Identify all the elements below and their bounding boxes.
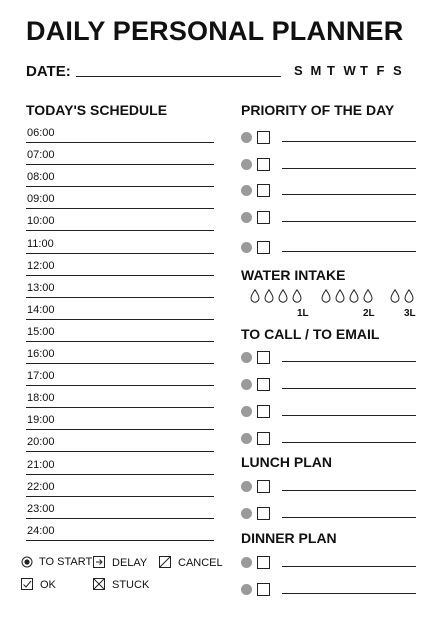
schedule-time: 19:00 bbox=[27, 414, 55, 426]
date-label: DATE: bbox=[26, 63, 71, 80]
priority-write-line[interactable] bbox=[282, 194, 416, 195]
status-dot-icon[interactable] bbox=[241, 433, 252, 444]
lunch-checkbox[interactable] bbox=[257, 480, 270, 493]
schedule-time: 24:00 bbox=[27, 525, 55, 537]
lunch-write-line[interactable] bbox=[282, 517, 416, 518]
call-write-line[interactable] bbox=[282, 388, 416, 389]
call-checkbox[interactable] bbox=[257, 351, 270, 364]
call-item bbox=[241, 404, 416, 418]
schedule-slot[interactable] bbox=[26, 412, 214, 430]
schedule-time: 22:00 bbox=[27, 481, 55, 493]
water-drop-icon[interactable] bbox=[363, 289, 373, 303]
schedule-slot[interactable] bbox=[26, 191, 214, 209]
legend-delay-label: DELAY bbox=[112, 556, 148, 569]
dinner-item bbox=[241, 555, 416, 569]
schedule-write-line[interactable] bbox=[26, 208, 214, 209]
date-field-line[interactable] bbox=[76, 76, 281, 77]
schedule-slot[interactable] bbox=[26, 169, 214, 187]
weekday-tue[interactable]: T bbox=[327, 63, 335, 78]
water-drop-icon[interactable] bbox=[292, 289, 302, 303]
lunch-item bbox=[241, 479, 416, 493]
priority-item bbox=[241, 157, 416, 171]
legend-stuck-label: STUCK bbox=[112, 578, 150, 591]
call-title: TO CALL / TO EMAIL bbox=[241, 326, 380, 342]
weekday-fri[interactable]: F bbox=[376, 63, 385, 78]
schedule-write-line[interactable] bbox=[26, 253, 214, 254]
status-dot-icon[interactable] bbox=[241, 132, 252, 143]
schedule-slot[interactable] bbox=[26, 280, 214, 298]
schedule-slot[interactable] bbox=[26, 457, 214, 475]
schedule-time: 15:00 bbox=[27, 326, 55, 338]
dinner-title: DINNER PLAN bbox=[241, 530, 337, 546]
status-dot-icon[interactable] bbox=[241, 508, 252, 519]
schedule-slot[interactable] bbox=[26, 523, 214, 541]
lunch-item bbox=[241, 506, 416, 520]
priority-checkbox[interactable] bbox=[257, 241, 270, 254]
lunch-title: LUNCH PLAN bbox=[241, 454, 332, 470]
water-drop-icon[interactable] bbox=[264, 289, 274, 303]
schedule-write-line[interactable] bbox=[26, 363, 214, 364]
legend-stuck bbox=[93, 578, 149, 591]
schedule-time: 16:00 bbox=[27, 348, 55, 360]
water-drop-icon[interactable] bbox=[390, 289, 400, 303]
dinner-checkbox[interactable] bbox=[257, 583, 270, 596]
status-dot-icon[interactable] bbox=[241, 557, 252, 568]
schedule-slot[interactable] bbox=[26, 501, 214, 519]
priority-checkbox[interactable] bbox=[257, 211, 270, 224]
legend-cancel bbox=[159, 556, 223, 569]
schedule-time: 13:00 bbox=[27, 282, 55, 294]
schedule-write-line[interactable] bbox=[26, 275, 214, 276]
schedule-slot[interactable] bbox=[26, 213, 214, 231]
schedule-write-line[interactable] bbox=[26, 407, 214, 408]
schedule-write-line[interactable] bbox=[26, 429, 214, 430]
lunch-checkbox[interactable] bbox=[257, 507, 270, 520]
schedule-slot[interactable] bbox=[26, 125, 214, 143]
water-drop-icon[interactable] bbox=[250, 289, 260, 303]
schedule-title: TODAY'S SCHEDULE bbox=[26, 102, 168, 118]
schedule-slot[interactable] bbox=[26, 236, 214, 254]
check-box-icon bbox=[21, 578, 34, 591]
schedule-time: 09:00 bbox=[27, 193, 55, 205]
priority-write-line[interactable] bbox=[282, 141, 416, 142]
weekday-wed[interactable]: W bbox=[343, 63, 356, 78]
dinner-write-line[interactable] bbox=[282, 566, 416, 567]
schedule-slot[interactable] bbox=[26, 346, 214, 364]
status-dot-icon[interactable] bbox=[241, 379, 252, 390]
status-dot-icon[interactable] bbox=[241, 406, 252, 417]
call-write-line[interactable] bbox=[282, 415, 416, 416]
call-write-line[interactable] bbox=[282, 442, 416, 443]
water-drop-icon[interactable] bbox=[321, 289, 331, 303]
status-dot-icon[interactable] bbox=[241, 481, 252, 492]
schedule-slot[interactable] bbox=[26, 258, 214, 276]
weekday-sun[interactable]: S bbox=[294, 63, 303, 78]
weekday-thu[interactable]: T bbox=[360, 63, 368, 78]
water-drop-icon[interactable] bbox=[278, 289, 288, 303]
legend-cancel-label: CANCEL bbox=[178, 556, 223, 569]
call-item bbox=[241, 350, 416, 364]
status-dot-icon[interactable] bbox=[241, 242, 252, 253]
priority-checkbox[interactable] bbox=[257, 131, 270, 144]
slash-box-icon bbox=[159, 556, 172, 569]
schedule-time: 12:00 bbox=[27, 260, 55, 272]
schedule-time: 18:00 bbox=[27, 392, 55, 404]
status-dot-icon[interactable] bbox=[241, 185, 252, 196]
schedule-time: 11:00 bbox=[27, 238, 54, 250]
schedule-write-line[interactable] bbox=[26, 230, 214, 231]
legend-ok bbox=[21, 578, 56, 591]
weekday-sat[interactable]: S bbox=[393, 63, 402, 78]
water-drop-icon[interactable] bbox=[349, 289, 359, 303]
schedule-time: 10:00 bbox=[27, 215, 55, 227]
priority-item bbox=[241, 130, 416, 144]
priority-item bbox=[241, 240, 416, 254]
x-box-icon bbox=[93, 578, 106, 591]
priority-item bbox=[241, 183, 416, 197]
priority-checkbox[interactable] bbox=[257, 184, 270, 197]
arrow-right-box-icon bbox=[93, 556, 106, 569]
schedule-slot[interactable] bbox=[26, 324, 214, 342]
legend-delay bbox=[93, 556, 147, 569]
schedule-write-line[interactable] bbox=[26, 164, 214, 165]
priority-write-line[interactable] bbox=[282, 168, 416, 169]
priority-write-line[interactable] bbox=[282, 251, 416, 252]
call-write-line[interactable] bbox=[282, 361, 416, 362]
page-title: DAILY PERSONAL PLANNER bbox=[26, 16, 404, 46]
schedule-write-line[interactable] bbox=[26, 341, 214, 342]
schedule-write-line[interactable] bbox=[26, 474, 214, 475]
status-dot-icon[interactable] bbox=[241, 352, 252, 363]
call-checkbox[interactable] bbox=[257, 432, 270, 445]
dinner-checkbox[interactable] bbox=[257, 556, 270, 569]
schedule-write-line[interactable] bbox=[26, 186, 214, 187]
schedule-slot[interactable] bbox=[26, 390, 214, 408]
water-label-3l: 3L bbox=[404, 308, 416, 319]
schedule-time: 08:00 bbox=[27, 171, 55, 183]
call-checkbox[interactable] bbox=[257, 405, 270, 418]
schedule-write-line[interactable] bbox=[26, 385, 214, 386]
schedule-slot[interactable] bbox=[26, 434, 214, 452]
schedule-write-line[interactable] bbox=[26, 451, 214, 452]
schedule-time: 06:00 bbox=[27, 127, 55, 139]
schedule-time: 17:00 bbox=[27, 370, 55, 382]
water-drop-icon[interactable] bbox=[404, 289, 414, 303]
call-item bbox=[241, 431, 416, 445]
schedule-write-line[interactable] bbox=[26, 297, 214, 298]
status-dot-icon[interactable] bbox=[241, 159, 252, 170]
schedule-time: 23:00 bbox=[27, 503, 55, 515]
water-label-1l: 1L bbox=[297, 308, 309, 319]
schedule-write-line[interactable] bbox=[26, 496, 214, 497]
schedule-write-line[interactable] bbox=[26, 518, 214, 519]
schedule-write-line[interactable] bbox=[26, 540, 214, 541]
legend-to-start bbox=[21, 556, 92, 568]
legend-ok-label: OK bbox=[40, 578, 56, 591]
schedule-slot[interactable] bbox=[26, 147, 214, 165]
schedule-time: 21:00 bbox=[27, 459, 55, 471]
schedule-time: 14:00 bbox=[27, 304, 55, 316]
schedule-write-line[interactable] bbox=[26, 319, 214, 320]
lunch-write-line[interactable] bbox=[282, 490, 416, 491]
schedule-slot[interactable] bbox=[26, 302, 214, 320]
schedule-slot[interactable] bbox=[26, 479, 214, 497]
legend-to-start-label: TO START bbox=[39, 556, 93, 568]
dinner-write-line[interactable] bbox=[282, 593, 416, 594]
status-dot-icon[interactable] bbox=[241, 212, 252, 223]
schedule-time: 07:00 bbox=[27, 149, 55, 161]
priority-write-line[interactable] bbox=[282, 221, 416, 222]
call-checkbox[interactable] bbox=[257, 378, 270, 391]
radio-dot-icon bbox=[21, 556, 33, 568]
water-title: WATER INTAKE bbox=[241, 267, 346, 283]
schedule-slot[interactable] bbox=[26, 368, 214, 386]
weekday-mon[interactable]: M bbox=[310, 63, 322, 78]
priority-item bbox=[241, 210, 416, 224]
call-item bbox=[241, 377, 416, 391]
water-drop-icon[interactable] bbox=[335, 289, 345, 303]
priority-title: PRIORITY OF THE DAY bbox=[241, 102, 395, 118]
schedule-time: 20:00 bbox=[27, 436, 55, 448]
water-label-2l: 2L bbox=[363, 308, 375, 319]
status-dot-icon[interactable] bbox=[241, 584, 252, 595]
dinner-item bbox=[241, 582, 416, 596]
schedule-write-line[interactable] bbox=[26, 142, 214, 143]
priority-checkbox[interactable] bbox=[257, 158, 270, 171]
weekday-selector bbox=[294, 63, 410, 78]
